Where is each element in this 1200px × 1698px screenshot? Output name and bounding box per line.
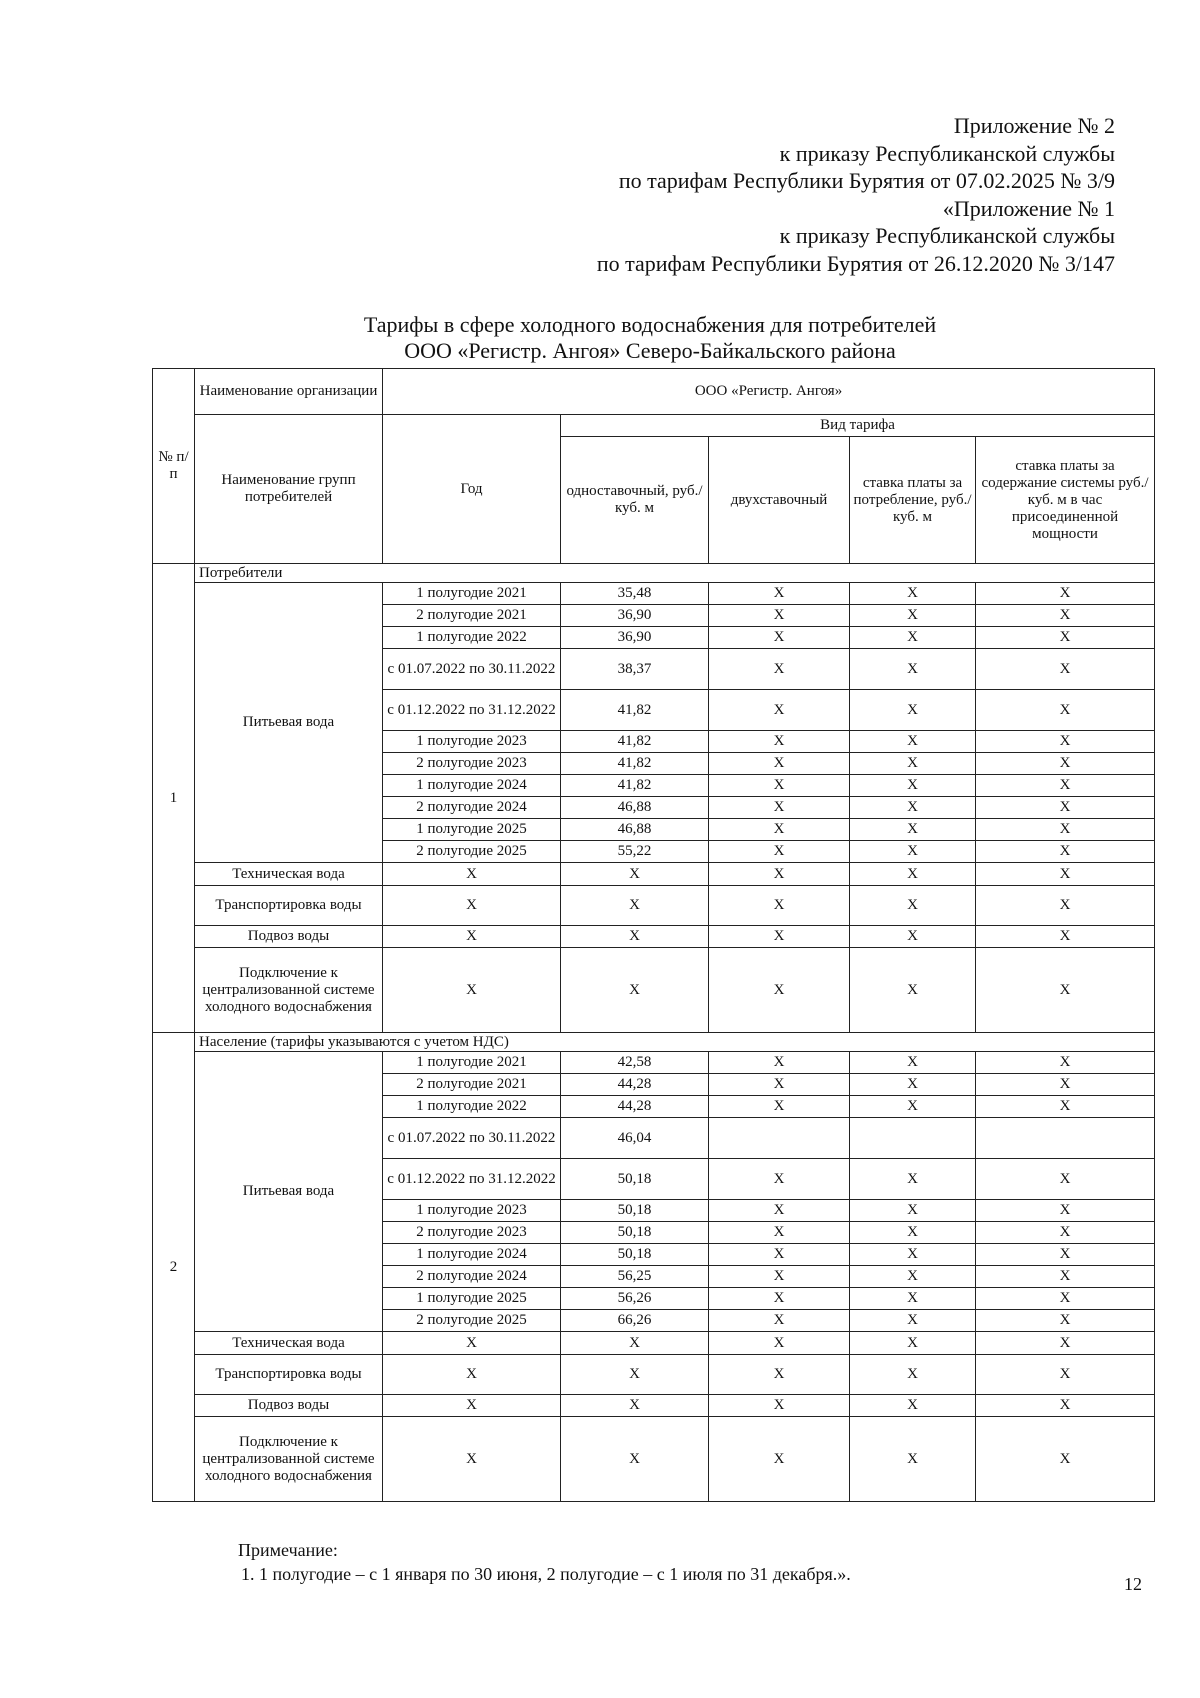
period-cell: с 01.12.2022 по 31.12.2022 — [383, 1159, 561, 1200]
two-rate-cell: X — [709, 797, 850, 819]
single-rate-cell: 41,82 — [561, 753, 709, 775]
consumption-rate-cell: X — [850, 731, 976, 753]
title-line-2: ООО «Регистр. Ангоя» Северо-Байкальского района — [404, 338, 896, 363]
single-rate-cell: 50,18 — [561, 1159, 709, 1200]
period-cell: X — [383, 1417, 561, 1502]
period-cell: 1 полугодие 2023 — [383, 731, 561, 753]
note-block — [238, 1538, 851, 1586]
single-rate-cell: 55,22 — [561, 841, 709, 863]
period-cell: с 01.07.2022 по 30.11.2022 — [383, 649, 561, 690]
single-rate-cell: 46,88 — [561, 819, 709, 841]
section-title: Население (тарифы указываются с учетом НДС) — [195, 1033, 1155, 1052]
two-rate-cell: X — [709, 583, 850, 605]
consumption-rate-cell: X — [850, 1417, 976, 1502]
section-number: 2 — [153, 1033, 195, 1502]
table-row — [153, 1332, 1155, 1355]
single-rate-cell: X — [561, 1332, 709, 1355]
single-rate-cell: X — [561, 926, 709, 948]
period-cell: 2 полугодие 2023 — [383, 753, 561, 775]
consumption-rate-cell: X — [850, 1395, 976, 1417]
maintenance-rate-cell — [976, 1118, 1155, 1159]
period-cell: с 01.07.2022 по 30.11.2022 — [383, 1118, 561, 1159]
table-row — [153, 886, 1155, 926]
two-rate-cell: X — [709, 863, 850, 886]
tariff-table — [152, 368, 1155, 1502]
single-rate-cell: 44,28 — [561, 1074, 709, 1096]
table-row — [153, 1417, 1155, 1502]
maintenance-rate-cell: X — [976, 1395, 1155, 1417]
period-cell: 2 полугодие 2021 — [383, 605, 561, 627]
period-cell: 2 полугодие 2025 — [383, 1310, 561, 1332]
two-rate-cell: X — [709, 1244, 850, 1266]
two-rate-cell: X — [709, 1288, 850, 1310]
period-cell: 2 полугодие 2024 — [383, 797, 561, 819]
two-rate-cell: X — [709, 1310, 850, 1332]
group-label-cell: Подключение к централизованной системе холодного водоснабжения — [195, 948, 383, 1033]
single-rate-cell: X — [561, 863, 709, 886]
consumption-rate-cell: X — [850, 797, 976, 819]
maintenance-rate-cell: X — [976, 948, 1155, 1033]
two-rate-cell — [709, 1118, 850, 1159]
two-rate-cell: X — [709, 1395, 850, 1417]
maintenance-rate-cell: X — [976, 1332, 1155, 1355]
header-line: по тарифам Республики Бурятия от 26.12.2020 № 3/147 — [596, 250, 1115, 276]
consumption-rate-cell: X — [850, 583, 976, 605]
consumption-rate-cell: X — [850, 1244, 976, 1266]
two-rate-cell: X — [709, 948, 850, 1033]
period-cell: 1 полугодие 2022 — [383, 627, 561, 649]
maintenance-rate-cell: X — [976, 886, 1155, 926]
two-rate-cell: X — [709, 1266, 850, 1288]
group-label-cell: Техническая вода — [195, 863, 383, 886]
maintenance-rate-cell: X — [976, 690, 1155, 731]
two-rate-cell: X — [709, 1332, 850, 1355]
two-rate-cell: X — [709, 1222, 850, 1244]
maintenance-rate-cell: X — [976, 1096, 1155, 1118]
note-item: 1. 1 полугодие – с 1 января по 30 июня, 2 полугодие – с 1 июля по 31 декабря.». — [241, 1564, 851, 1584]
consumption-rate-cell: X — [850, 863, 976, 886]
table-row — [153, 1395, 1155, 1417]
two-rate-cell: X — [709, 1074, 850, 1096]
consumption-rate-cell: X — [850, 1052, 976, 1074]
single-rate-cell: 56,26 — [561, 1288, 709, 1310]
consumption-rate-cell: X — [850, 1288, 976, 1310]
maintenance-rate-cell: X — [976, 605, 1155, 627]
single-rate-cell: 50,18 — [561, 1200, 709, 1222]
header-org-label: Наименование организации — [195, 369, 383, 415]
two-rate-cell: X — [709, 1417, 850, 1502]
document-title — [150, 312, 1150, 364]
period-cell: X — [383, 886, 561, 926]
table-row — [153, 948, 1155, 1033]
consumption-rate-cell: X — [850, 775, 976, 797]
table-row — [153, 1355, 1155, 1395]
maintenance-rate-cell: X — [976, 731, 1155, 753]
consumption-rate-cell: X — [850, 1074, 976, 1096]
single-rate-cell: 42,58 — [561, 1052, 709, 1074]
header-line: к приказу Республиканской службы — [779, 140, 1115, 166]
table-row — [153, 583, 1155, 605]
header-line: по тарифам Республики Бурятия от 07.02.2025 № 3/9 — [618, 168, 1115, 193]
period-cell: 1 полугодие 2025 — [383, 819, 561, 841]
maintenance-rate-cell: X — [976, 841, 1155, 863]
single-rate-cell: 56,25 — [561, 1266, 709, 1288]
section-title: Потребители — [195, 564, 1155, 583]
consumption-rate-cell: X — [850, 690, 976, 731]
group-label-cell: Подвоз воды — [195, 926, 383, 948]
single-rate-cell: 66,26 — [561, 1310, 709, 1332]
consumption-rate-cell: X — [850, 1200, 976, 1222]
single-rate-cell: 41,82 — [561, 775, 709, 797]
single-rate-cell: X — [561, 1395, 709, 1417]
consumption-rate-cell: X — [850, 841, 976, 863]
two-rate-cell: X — [709, 649, 850, 690]
header-num: № п/п — [153, 369, 195, 564]
group-label-cell: Транспортировка воды — [195, 886, 383, 926]
maintenance-rate-cell: X — [976, 753, 1155, 775]
two-rate-cell: X — [709, 819, 850, 841]
maintenance-rate-cell: X — [976, 1200, 1155, 1222]
two-rate-cell: X — [709, 1355, 850, 1395]
two-rate-cell: X — [709, 1159, 850, 1200]
period-cell: 2 полугодие 2024 — [383, 1266, 561, 1288]
period-cell: 1 полугодие 2025 — [383, 1288, 561, 1310]
two-rate-cell: X — [709, 1096, 850, 1118]
period-cell: X — [383, 1355, 561, 1395]
maintenance-rate-cell: X — [976, 1159, 1155, 1200]
maintenance-rate-cell: X — [976, 1244, 1155, 1266]
consumption-rate-cell: X — [850, 948, 976, 1033]
period-cell: 1 полугодие 2021 — [383, 583, 561, 605]
section-title-row — [153, 1033, 1155, 1052]
single-rate-cell: 41,82 — [561, 690, 709, 731]
consumption-rate-cell: X — [850, 605, 976, 627]
period-cell: X — [383, 863, 561, 886]
consumption-rate-cell: X — [850, 886, 976, 926]
header-tariff-type: Вид тарифа — [561, 415, 1155, 437]
consumption-rate-cell: X — [850, 1096, 976, 1118]
header-col-consumption: ставка платы за потребление, руб./ куб. м — [850, 437, 976, 564]
consumption-rate-cell: X — [850, 627, 976, 649]
group-label-cell: Техническая вода — [195, 1332, 383, 1355]
single-rate-cell: X — [561, 886, 709, 926]
two-rate-cell: X — [709, 886, 850, 926]
group-label-cell: Подключение к централизованной системе холодного водоснабжения — [195, 1417, 383, 1502]
single-rate-cell: 36,90 — [561, 627, 709, 649]
maintenance-rate-cell: X — [976, 583, 1155, 605]
two-rate-cell: X — [709, 775, 850, 797]
period-cell: 2 полугодие 2021 — [383, 1074, 561, 1096]
header-col-maintenance: ставка платы за содержание системы руб./куб. м в час присоединенной мощности — [976, 437, 1155, 564]
appendix-header — [415, 112, 1115, 277]
period-cell: 1 полугодие 2024 — [383, 775, 561, 797]
two-rate-cell: X — [709, 753, 850, 775]
header-year-label: Год — [383, 415, 561, 564]
maintenance-rate-cell: X — [976, 1074, 1155, 1096]
header-line: Приложение № 2 — [953, 113, 1115, 138]
header-line: «Приложение № 1 — [942, 195, 1115, 221]
consumption-rate-cell: X — [850, 819, 976, 841]
group-drinking-water: Питьевая вода — [195, 583, 383, 863]
period-cell: X — [383, 1332, 561, 1355]
single-rate-cell: X — [561, 948, 709, 1033]
single-rate-cell: 50,18 — [561, 1222, 709, 1244]
page-number: 12 — [1124, 1574, 1142, 1594]
maintenance-rate-cell: X — [976, 926, 1155, 948]
period-cell: X — [383, 948, 561, 1033]
single-rate-cell: X — [561, 1417, 709, 1502]
single-rate-cell: 44,28 — [561, 1096, 709, 1118]
group-label-cell: Подвоз воды — [195, 1395, 383, 1417]
table-row — [153, 926, 1155, 948]
two-rate-cell: X — [709, 731, 850, 753]
section-title-row — [153, 564, 1155, 583]
single-rate-cell: 50,18 — [561, 1244, 709, 1266]
single-rate-cell: 46,04 — [561, 1118, 709, 1159]
header-line: к приказу Республиканской службы — [779, 223, 1115, 248]
maintenance-rate-cell: X — [976, 775, 1155, 797]
maintenance-rate-cell: X — [976, 649, 1155, 690]
period-cell: с 01.12.2022 по 31.12.2022 — [383, 690, 561, 731]
single-rate-cell: X — [561, 1355, 709, 1395]
period-cell: 2 полугодие 2025 — [383, 841, 561, 863]
single-rate-cell: 35,48 — [561, 583, 709, 605]
consumption-rate-cell: X — [850, 753, 976, 775]
two-rate-cell: X — [709, 690, 850, 731]
maintenance-rate-cell: X — [976, 863, 1155, 886]
table-row — [153, 1052, 1155, 1074]
single-rate-cell: 36,90 — [561, 605, 709, 627]
table-row — [153, 863, 1155, 886]
two-rate-cell: X — [709, 1052, 850, 1074]
single-rate-cell: 38,37 — [561, 649, 709, 690]
two-rate-cell: X — [709, 627, 850, 649]
single-rate-cell: 41,82 — [561, 731, 709, 753]
header-col-two: двухставочный — [709, 437, 850, 564]
title-line-1: Тарифы в сфере холодного водоснабжения для потребителей — [363, 312, 937, 337]
consumption-rate-cell: X — [850, 1266, 976, 1288]
consumption-rate-cell: X — [850, 1159, 976, 1200]
header-org-name: ООО «Регистр. Ангоя» — [383, 369, 1155, 415]
two-rate-cell: X — [709, 1200, 850, 1222]
header-groups-label: Наименование групп потребителей — [195, 415, 383, 564]
two-rate-cell: X — [709, 841, 850, 863]
group-drinking-water: Питьевая вода — [195, 1052, 383, 1332]
period-cell: X — [383, 1395, 561, 1417]
maintenance-rate-cell: X — [976, 797, 1155, 819]
maintenance-rate-cell: X — [976, 819, 1155, 841]
period-cell: 1 полугодие 2023 — [383, 1200, 561, 1222]
maintenance-rate-cell: X — [976, 1266, 1155, 1288]
maintenance-rate-cell: X — [976, 627, 1155, 649]
maintenance-rate-cell: X — [976, 1288, 1155, 1310]
consumption-rate-cell: X — [850, 1310, 976, 1332]
single-rate-cell: 46,88 — [561, 797, 709, 819]
consumption-rate-cell: X — [850, 1332, 976, 1355]
header-col-single: одноставочный, руб./ куб. м — [561, 437, 709, 564]
group-label-cell: Транспортировка воды — [195, 1355, 383, 1395]
period-cell: 1 полугодие 2022 — [383, 1096, 561, 1118]
consumption-rate-cell: X — [850, 1355, 976, 1395]
period-cell: X — [383, 926, 561, 948]
maintenance-rate-cell: X — [976, 1052, 1155, 1074]
maintenance-rate-cell: X — [976, 1310, 1155, 1332]
note-label: Примечание: — [238, 1540, 338, 1560]
two-rate-cell: X — [709, 926, 850, 948]
consumption-rate-cell: X — [850, 926, 976, 948]
two-rate-cell: X — [709, 605, 850, 627]
period-cell: 1 полугодие 2024 — [383, 1244, 561, 1266]
consumption-rate-cell: X — [850, 649, 976, 690]
consumption-rate-cell: X — [850, 1222, 976, 1244]
maintenance-rate-cell: X — [976, 1355, 1155, 1395]
period-cell: 2 полугодие 2023 — [383, 1222, 561, 1244]
maintenance-rate-cell: X — [976, 1222, 1155, 1244]
section-number: 1 — [153, 564, 195, 1033]
consumption-rate-cell — [850, 1118, 976, 1159]
period-cell: 1 полугодие 2021 — [383, 1052, 561, 1074]
maintenance-rate-cell: X — [976, 1417, 1155, 1502]
